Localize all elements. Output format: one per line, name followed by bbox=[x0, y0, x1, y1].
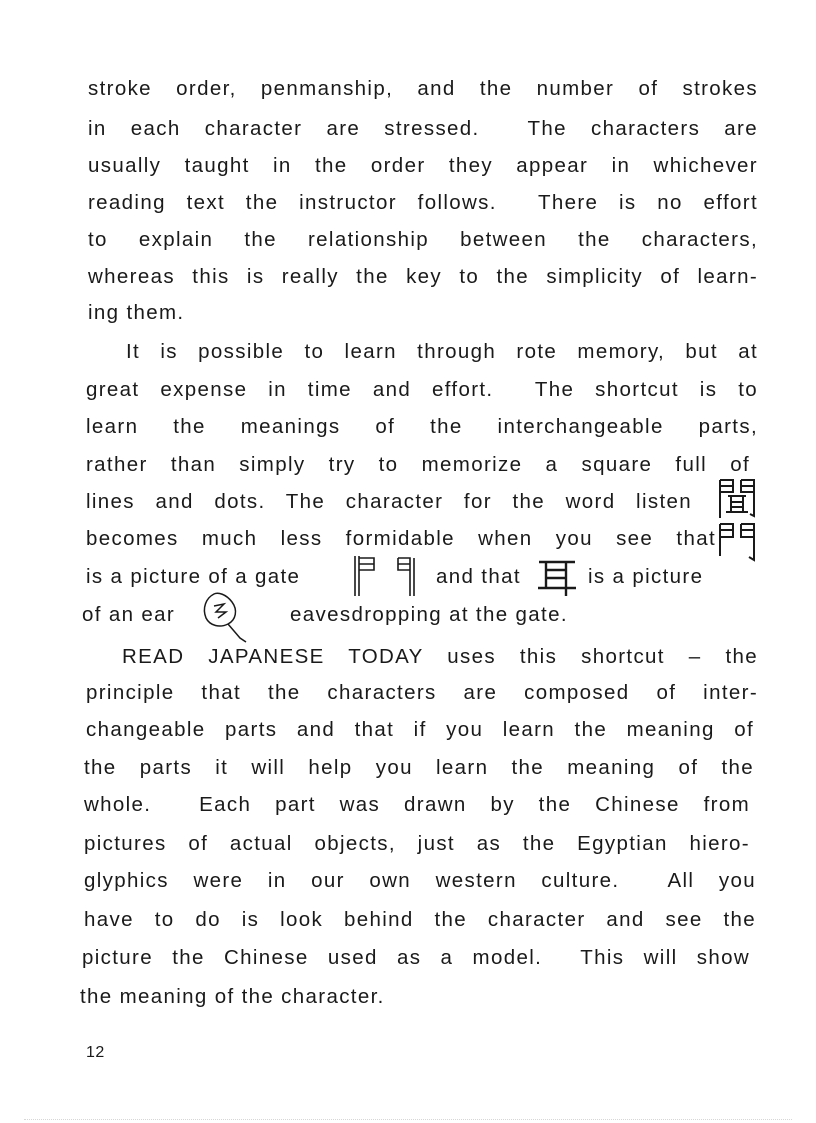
text-line: rather than simply try to memorize a square full of bbox=[86, 453, 750, 476]
kanji-listen-icon bbox=[716, 476, 758, 520]
page-number: 12 bbox=[86, 1044, 105, 1061]
text-line: whereas this is really the key to the simplicity of learn- bbox=[88, 265, 758, 288]
text-line: of an ear bbox=[82, 603, 176, 626]
text-line: is a picture of a gate bbox=[86, 565, 301, 588]
text-line: have to do is look behind the character and see the bbox=[84, 908, 756, 931]
text-line: pictures of actual objects, just as the Egyptian hiero- bbox=[84, 832, 750, 855]
gate-pictograph-icon bbox=[352, 554, 424, 598]
text-line: It is possible to learn through rote memory, but at bbox=[126, 340, 758, 363]
text-line: eavesdropping at the gate. bbox=[290, 603, 568, 626]
text-line: whole. Each part was drawn by the Chinese from bbox=[84, 793, 750, 816]
text-line: lines and dots. The character for the word listen bbox=[86, 490, 692, 513]
kanji-ear-icon bbox=[536, 554, 578, 598]
ear-pictograph-icon bbox=[198, 588, 258, 646]
text-line: becomes much less formidable when you see that bbox=[86, 527, 716, 550]
text-line: ing them. bbox=[88, 301, 185, 324]
text-line: usually taught in the order they appear in whichever bbox=[88, 154, 758, 177]
text-line: and that bbox=[436, 565, 521, 588]
text-line: in each character are stressed. The characters are bbox=[88, 117, 758, 140]
text-line: the parts it will help you learn the meaning of the bbox=[84, 756, 754, 779]
text-line: changeable parts and that if you learn the meaning of bbox=[86, 718, 754, 741]
text-line: the meaning of the character. bbox=[80, 985, 385, 1008]
text-line: picture the Chinese used as a model. This will show bbox=[82, 946, 750, 969]
kanji-gate-icon bbox=[716, 520, 758, 562]
text-line: great expense in time and effort. The shortcut is to bbox=[86, 378, 758, 401]
text-line: learn the meanings of the interchangeable parts, bbox=[86, 415, 758, 438]
text-line: to explain the relationship between the characters, bbox=[88, 228, 758, 251]
text-line: glyphics were in our own western culture. All you bbox=[84, 869, 756, 892]
text-line: reading text the instructor follows. There is no effort bbox=[88, 191, 758, 214]
text-line: stroke order, penmanship, and the number of strokes bbox=[88, 77, 758, 100]
text-line: is a picture bbox=[588, 565, 704, 588]
page-bottom-edge bbox=[24, 1119, 792, 1120]
text-line: principle that the characters are composed of inter- bbox=[86, 681, 758, 704]
text-line: READ JAPANESE TODAY uses this shortcut – the bbox=[122, 645, 758, 668]
